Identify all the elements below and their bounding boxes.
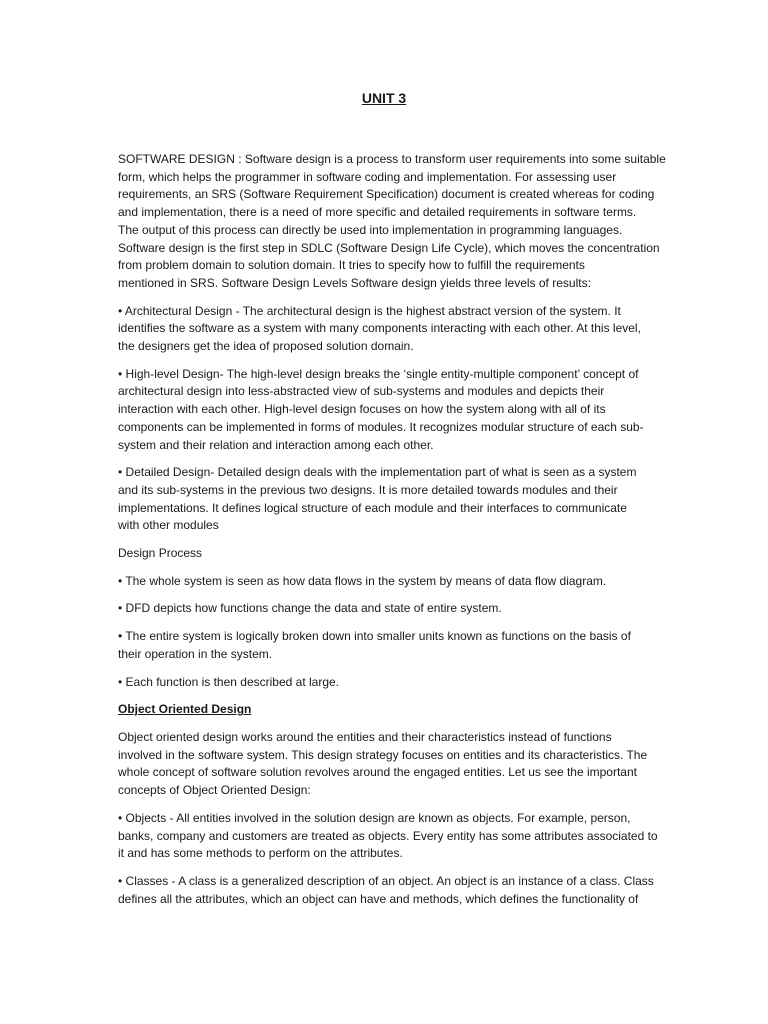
text-line: Object Oriented Design [118, 702, 252, 717]
text-line: and implementation, there is a need of more specific and detailed requirements in software terms. [118, 205, 637, 220]
text-line: the designers get the idea of proposed solution domain. [118, 339, 414, 354]
text-line: defines all the attributes, which an object can have and methods, which defines the functionality of [118, 891, 639, 906]
text-line: with other modules [118, 518, 219, 533]
paragraph [118, 674, 648, 692]
text-line: • Detailed Design- Detailed design deals with the implementation part of what is seen as a system [118, 465, 637, 480]
paragraph [118, 600, 648, 618]
text-line: concepts of Object Oriented Design: [118, 783, 311, 798]
text-line: • High-level Design- The high-level design breaks the ‘single entity-multiple component’ concept of [118, 366, 639, 381]
text-line: • Objects - All entities involved in the solution design are known as objects. For example, person, [118, 810, 631, 825]
text-line: architectural design into less-abstracted view of sub-systems and modules and depicts their [118, 384, 605, 399]
text-line: and its sub-systems in the previous two designs. It is more detailed towards modules and their [118, 482, 618, 497]
text-line: The output of this process can directly be used into implementation in programming languages. [118, 222, 623, 237]
text-line: from problem domain to solution domain. It tries to specify how to fulfill the requirements [118, 258, 585, 273]
text-line: • Each function is then described at large. [118, 674, 339, 689]
text-line: SOFTWARE DESIGN : Software design is a process to transform user requirements into some suitable [118, 152, 666, 166]
paragraph [118, 729, 648, 800]
text-line: components can be implemented in forms of modules. It recognizes modular structure of each sub- [118, 419, 644, 434]
text-line: identifies the software as a system with many components interacting with each other. At this level, [118, 321, 641, 336]
text-line: banks, company and customers are treated as objects. Every entity has some attributes associated to [118, 828, 658, 843]
text-line: whole concept of software solution revolves around the engaged entities. Let us see the important [118, 765, 637, 780]
text-line: • Classes - A class is a generalized description of an object. An object is an instance of a class. Class [118, 873, 654, 888]
paragraph [118, 151, 666, 293]
paragraph [118, 303, 648, 356]
document-body [118, 151, 666, 918]
paragraph [118, 873, 654, 908]
page-title: UNIT 3 [361, 90, 407, 106]
paragraph [118, 628, 648, 663]
paragraph [118, 545, 648, 563]
text-line: • The entire system is logically broken down into smaller units known as functions on the basis of [118, 629, 631, 644]
text-line: • DFD depicts how functions change the data and state of entire system. [118, 601, 502, 616]
text-line: implementations. It defines logical structure of each module and their interfaces to communicate [118, 500, 627, 515]
text-line: interaction with each other. High-level design focuses on how the system along with all of its [118, 402, 606, 417]
text-line: requirements, an SRS (Software Requirement Specification) document is created whereas for coding [118, 187, 655, 202]
text-line: Design Process [118, 546, 203, 561]
text-line: Object oriented design works around the entities and their characteristics instead of functions [118, 729, 612, 744]
text-line: form, which helps the programmer in software coding and implementation. For assessing user [118, 169, 617, 184]
paragraph [118, 366, 648, 455]
text-line: mentioned in SRS. Software Design Levels Software design yields three levels of results: [118, 275, 591, 290]
text-line: it and has some methods to perform on the attributes. [118, 846, 403, 861]
text-line: their operation in the system. [118, 646, 273, 661]
paragraph [118, 810, 658, 863]
text-line: involved in the software system. This design strategy focuses on entities and its characteristics. The [118, 747, 648, 762]
text-line: • Architectural Design - The architectural design is the highest abstract version of the system. It [118, 303, 621, 318]
paragraph [118, 464, 648, 535]
section-heading [118, 701, 648, 719]
text-line: • The whole system is seen as how data flows in the system by means of data flow diagram. [118, 573, 607, 588]
text-line: Software design is the first step in SDLC (Software Design Life Cycle), which moves the concentration [118, 240, 660, 255]
paragraph [118, 573, 648, 591]
text-line: system and their relation and interaction among each other. [118, 437, 434, 452]
